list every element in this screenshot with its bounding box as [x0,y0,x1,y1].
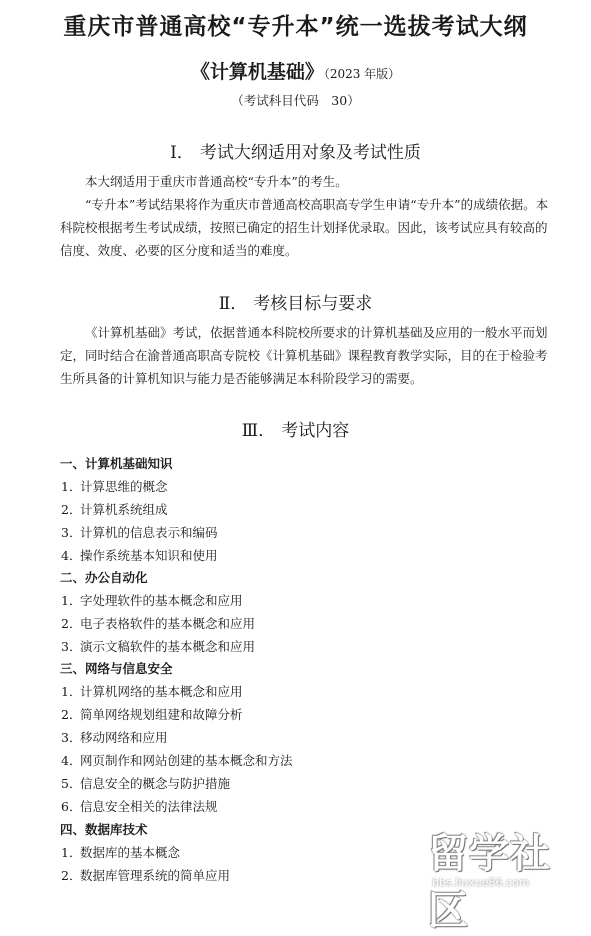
item-number: 4． [61,548,82,563]
section-heading-2 [0,289,591,314]
item-text: 数据库管理系统的简单应用 [80,868,231,883]
item-number: 6． [61,799,82,814]
item-text: 操作系统基本知识和使用 [80,548,218,563]
document-title: 重庆市普通高校“专升本”统一选拔考试大纲 [63,14,528,40]
watermark-logo-text: 留学社区 [428,831,551,934]
item-text: 计算思维的概念 [80,479,168,494]
item-text: 电子表格软件的基本概念和应用 [80,616,256,631]
list-item [61,614,255,632]
list-item [61,774,230,792]
list-item [61,637,255,655]
section-heading-1 [0,138,591,163]
list-item [61,546,218,564]
item-text: 信息安全的概念与防护措施 [80,776,231,791]
section-title: 考试大纲适用对象及考试性质 [199,143,421,163]
section-heading-3 [0,416,591,441]
item-text: 演示文稿软件的基本概念和应用 [80,639,256,654]
paragraph: 《计算机基础》考试，依据普通本科院校所要求的计算机基础及应用的一般水平而划定，同时结合在渝普通高职高专院校《计算机基础》课程教育教学实际，目的在于检验考生所具备的计算机知识与能力是否能够满足本科阶段学习的需要。 [60,325,548,386]
subject-name: 《计算机基础》 [190,61,324,83]
item-number: 3． [61,525,82,540]
item-number: 2． [61,502,82,517]
item-text: 信息安全相关的法律法规 [80,799,218,814]
paragraph: 本大纲适用于重庆市普通高校“专升本”的考生。 [85,174,348,189]
section-number: Ⅱ． [218,294,248,314]
list-item [61,728,168,746]
item-text: 计算机的信息表示和编码 [80,525,218,540]
list-item [61,682,243,700]
list-item [61,751,293,769]
item-text: 字处理软件的基本概念和应用 [80,593,243,608]
item-text: 移动网络和应用 [80,730,168,745]
list-item [61,843,180,861]
section-title: 考核目标与要求 [253,294,373,314]
list-item [61,477,168,495]
item-number: 1． [61,845,82,860]
item-number: 1． [61,593,82,608]
subsection-heading: 二、办公自动化 [60,570,148,585]
subsection-heading: 一、计算机基础知识 [60,456,173,471]
subject-code: （考试科目代码 30） [231,93,360,108]
list-item [61,705,243,723]
list-item [61,591,243,609]
item-text: 网页制作和网站创建的基本概念和方法 [80,753,293,768]
edition-year: （2023 年版） [323,67,401,81]
item-text: 简单网络规划组建和故障分析 [80,707,243,722]
paragraph: “专升本”考试结果将作为重庆市普通高校高职高专学生申请“专升本”的成绩依据。本科院校根据考生考试成绩，按照已确定的招生计划择优录取。因此，该考试应具有较高的信度、效度、必要的区分度和适当的难度。 [60,197,549,258]
list-item [61,500,168,518]
section-title: 考试内容 [281,421,350,441]
list-item [61,866,230,884]
item-number: 4． [61,753,82,768]
subject-line [0,57,591,84]
subsection-heading: 四、数据库技术 [60,822,148,837]
item-number: 2． [61,616,82,631]
section-number: Ⅲ． [241,421,276,441]
item-number: 1． [61,479,82,494]
list-item [61,797,218,815]
item-number: 5． [61,776,82,791]
item-number: 2． [61,707,82,722]
item-text: 计算机网络的基本概念和应用 [80,684,243,699]
item-text: 计算机系统组成 [80,502,168,517]
item-number: 3． [61,639,82,654]
item-number: 2． [61,868,82,883]
subsection-heading: 三、网络与信息安全 [60,661,173,676]
item-number: 1． [61,684,82,699]
watermark-url: bbs.liuxue86.com [432,876,530,889]
item-number: 3． [61,730,82,745]
list-item [61,523,218,541]
section-number: Ⅰ． [170,143,194,163]
item-text: 数据库的基本概念 [80,845,181,860]
watermark [420,820,590,934]
